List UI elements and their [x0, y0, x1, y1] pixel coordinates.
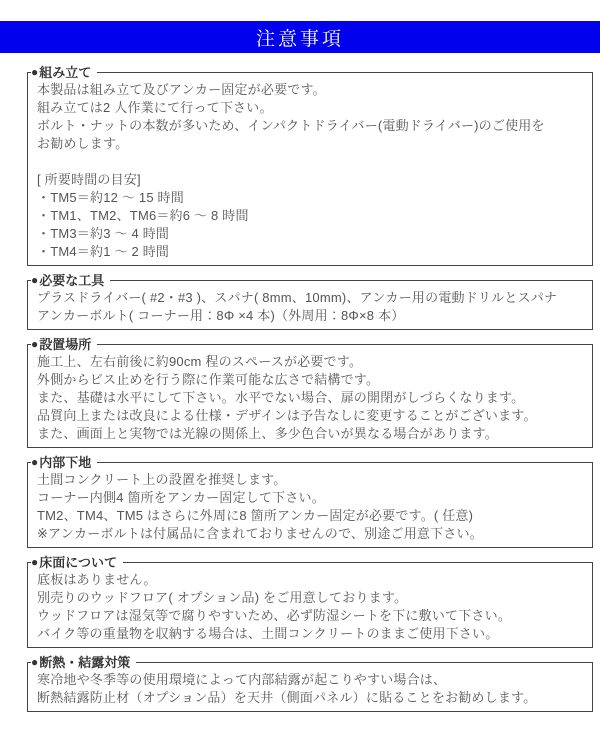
text-line: [ 所要時間の目安] — [37, 172, 141, 187]
section-location — [27, 337, 593, 448]
section-title: 必要な工具 — [39, 273, 105, 288]
section-title: 内部下地 — [39, 455, 92, 470]
text-line: 土間コンクリート上の設置を推奨します。 — [37, 472, 287, 487]
section-substrate — [27, 455, 593, 548]
section-insulation-legend — [31, 654, 136, 671]
bullet-icon: ● — [31, 65, 39, 79]
text-line: アンカーボルト( コーナー用：8Φ ×4 本)（外周用：8Φ×8 本） — [37, 308, 405, 323]
text-line: 品質向上または改良による仕様・デザインは予告なしに変更することがございます。 — [37, 408, 537, 423]
text-line: 外側からビス止めを行う際に作業可能な広さで結構です。 — [37, 372, 380, 387]
bullet-icon: ● — [31, 555, 39, 569]
text-line: ・TM1、TM2、TM6＝約6 ～ 8 時間 — [37, 208, 249, 223]
text-line: ・TM5＝約12 ～ 15 時間 — [37, 190, 184, 205]
text-line: 寒冷地や冬季等の使用環境によって内部結露が起こりやすい場合は、 — [37, 672, 447, 687]
text-line: また、基礎は水平にして下さい。水平でない場合、扉の開閉がしづらくなります。 — [37, 390, 525, 405]
section-tools-legend — [31, 272, 110, 289]
text-line: 断熱結露防止材（オプション品）を天井（側面パネル）に貼ることをお勧めします。 — [37, 690, 537, 705]
section-tools — [27, 273, 593, 330]
section-title: 組み立て — [39, 65, 92, 80]
section-assembly — [27, 65, 593, 266]
notes-content — [27, 65, 593, 712]
text-line: また、画面上と実物では光線の関係上、多少色合いが異なる場合があります。 — [37, 426, 498, 441]
text-line: 本製品は組み立て及びアンカー固定が必要です。 — [37, 82, 326, 97]
text-line: お勧めします。 — [37, 136, 129, 151]
text-line: バイク等の重量物を収納する場合は、土間コンクリートのままご使用下さい。 — [37, 626, 499, 641]
text-line: プラスドライバー( #2・#3 )、スパナ( 8mm、10mm)、アンカー用の電動ドリルとスパナ — [37, 290, 558, 305]
section-title: 設置場所 — [39, 337, 92, 352]
bullet-icon: ● — [31, 655, 39, 669]
text-line: TM2、TM4、TM5 はさらに外周に8 箇所アンカー固定が必要です。( 任意) — [37, 508, 474, 523]
page-title: 注意事項 — [255, 28, 344, 50]
text-line: ・TM3＝約3 ～ 4 時間 — [37, 226, 170, 241]
bullet-icon: ● — [31, 273, 39, 287]
section-assembly-legend — [31, 64, 97, 81]
section-substrate-legend — [31, 454, 97, 471]
section-title: 床面について — [39, 555, 117, 570]
text-line: 別売りのウッドフロア( オプション品) をご用意しております。 — [37, 590, 408, 605]
text-line: 施工上、左右前後に約90cm 程のスペースが必要です。 — [37, 354, 363, 369]
bullet-icon: ● — [31, 455, 39, 469]
text-line: 組み立ては2 人作業にて行って下さい。 — [37, 100, 273, 115]
section-insulation — [27, 655, 593, 712]
section-floor-legend — [31, 554, 123, 571]
section-floor — [27, 555, 593, 648]
page-title-bar — [0, 21, 600, 53]
text-line: ウッドフロアは湿気等で腐りやすいため、必ず防湿シートを下に敷いて下さい。 — [37, 608, 512, 623]
text-line: コーナー内側4 箇所をアンカー固定して下さい。 — [37, 490, 325, 505]
text-line: 底板はありません。 — [37, 572, 157, 587]
text-line: ※アンカーボルトは付属品に含まれておりませんので、別途ご用意下さい。 — [37, 526, 483, 541]
bullet-icon: ● — [31, 337, 39, 351]
text-line-blank — [37, 153, 584, 171]
text-line: ・TM4＝約1 ～ 2 時間 — [37, 244, 170, 259]
section-location-legend — [31, 336, 97, 353]
section-title: 断熱・結露対策 — [39, 655, 131, 670]
text-line: ボルト・ナットの本数が多いため、インパクトドライバー(電動ドライバー)のご使用を — [37, 118, 545, 133]
